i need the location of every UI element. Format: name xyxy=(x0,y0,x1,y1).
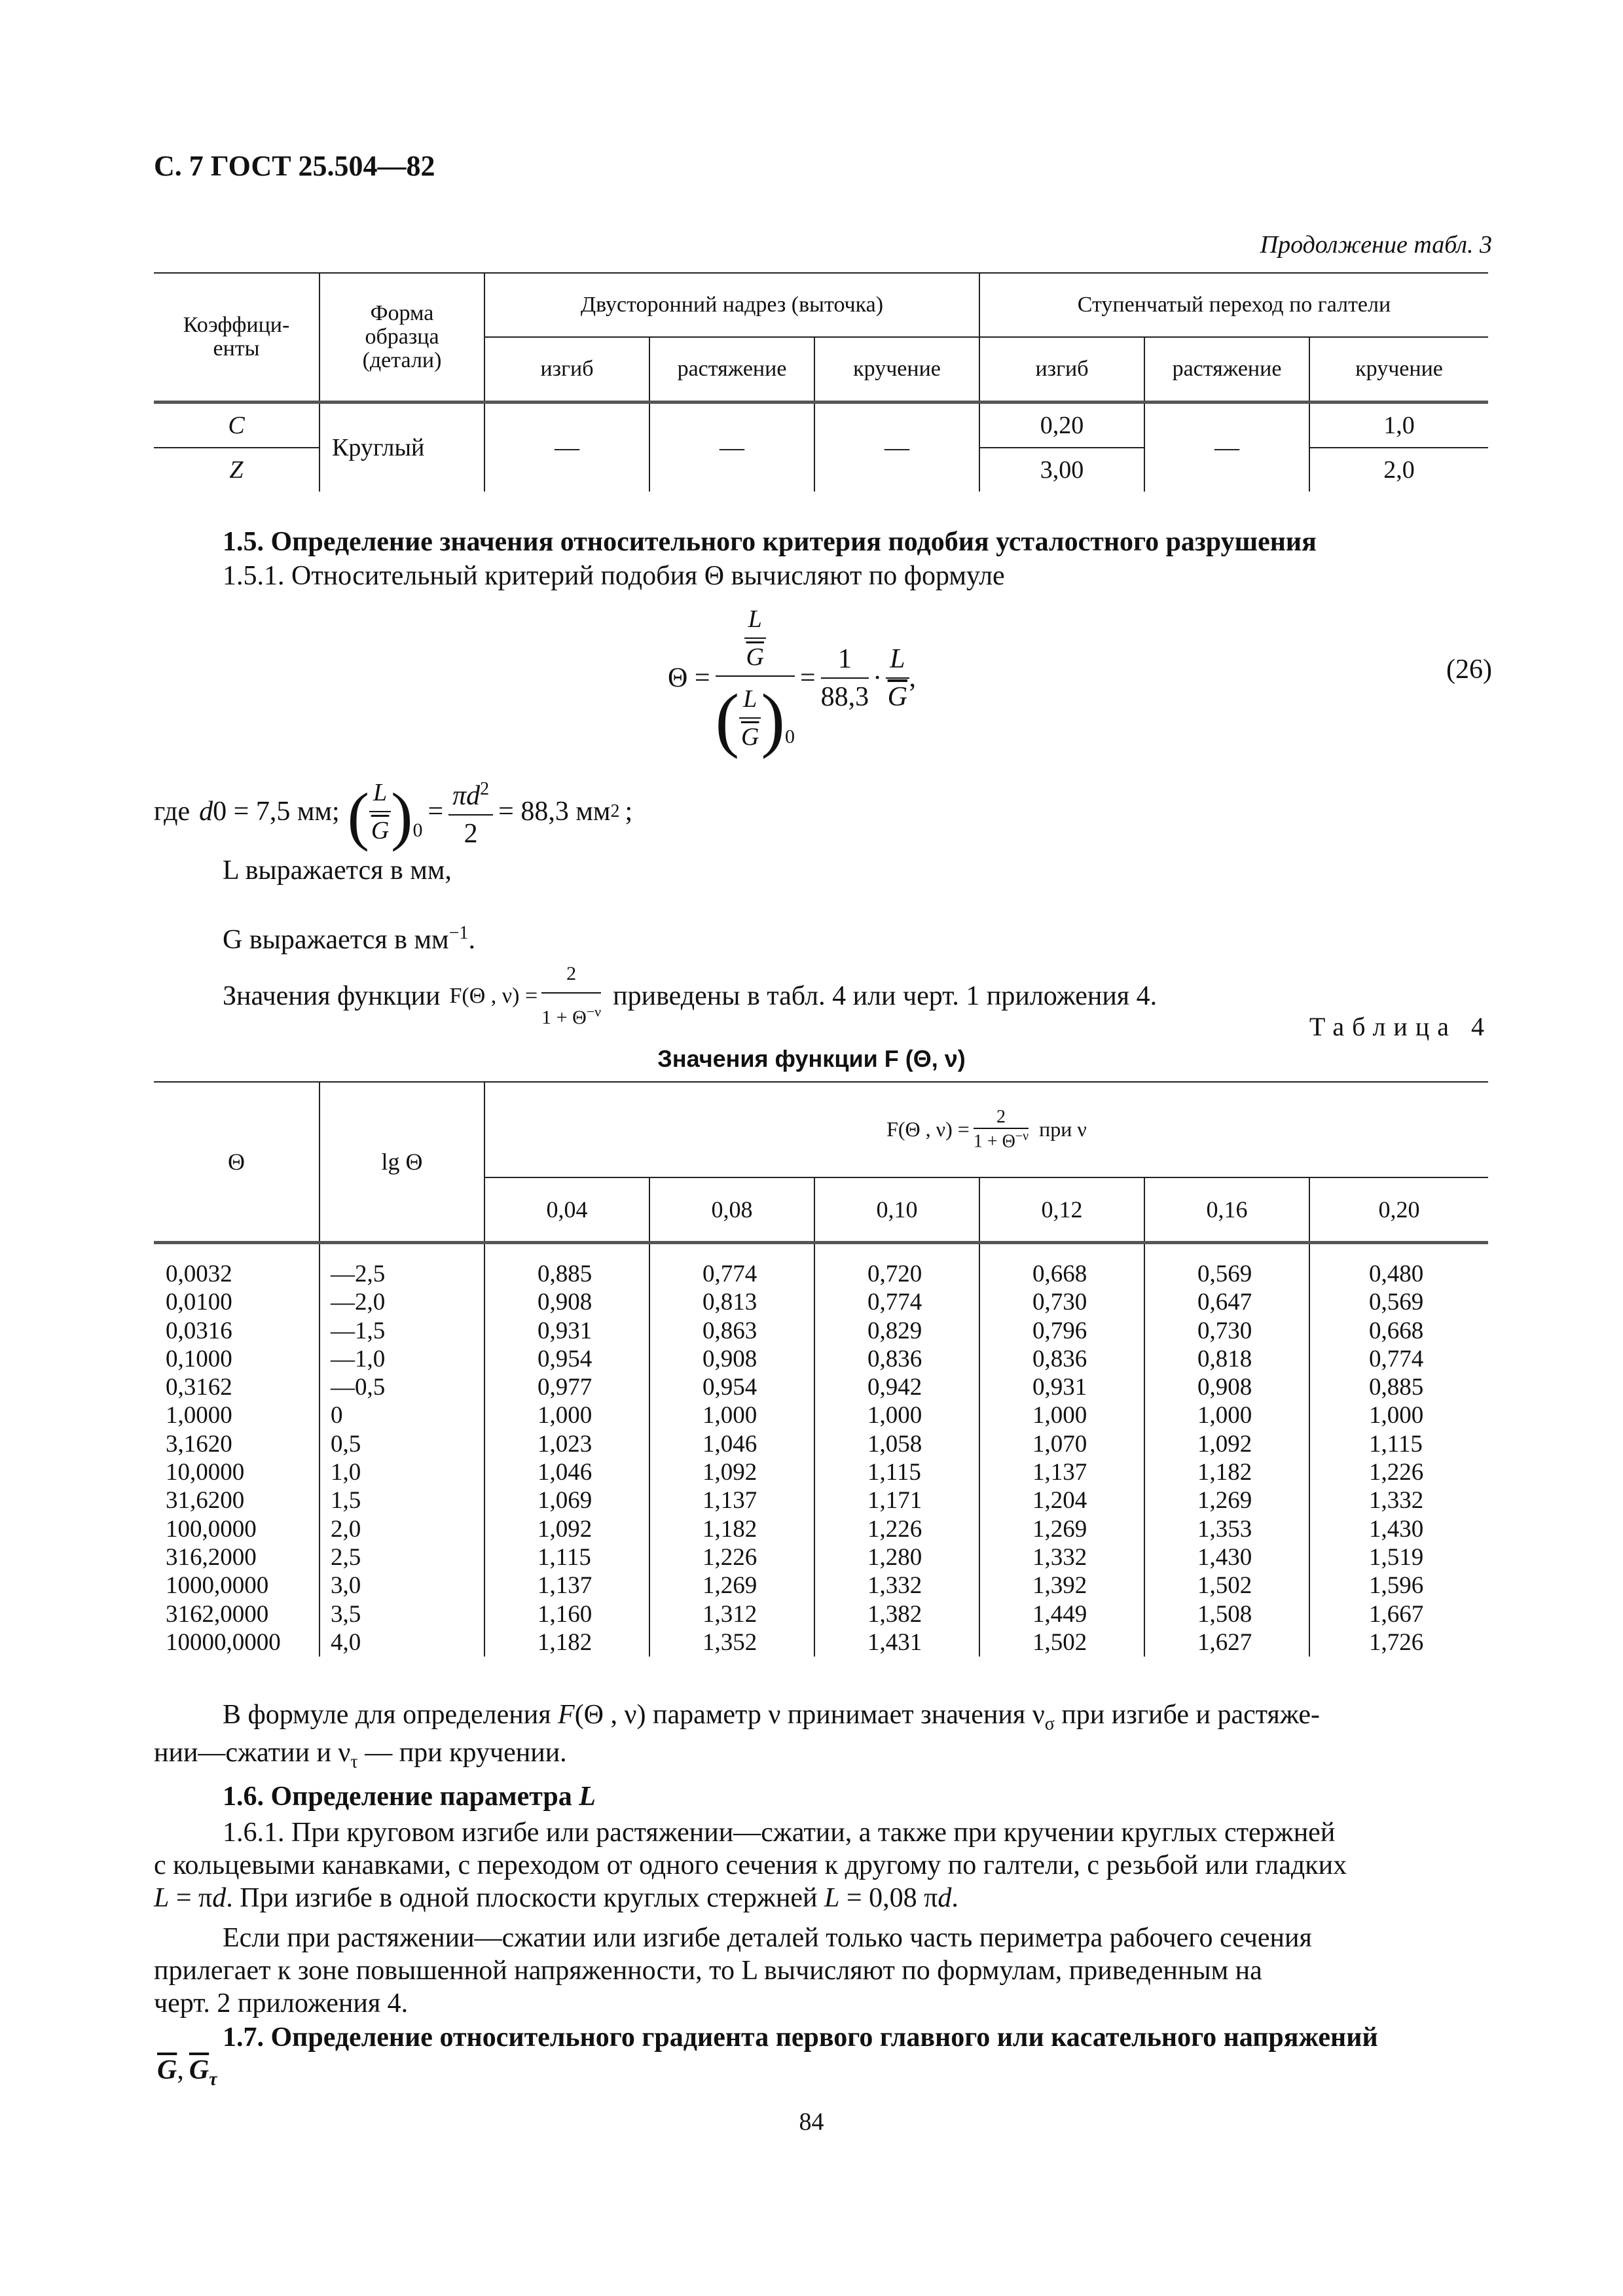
table-cell: 0,908 xyxy=(702,1345,757,1372)
values-column xyxy=(1309,1243,1488,1657)
table-cell: 0,796 xyxy=(1032,1317,1087,1344)
formula-G: G xyxy=(746,643,764,671)
formula-G: G xyxy=(371,817,390,844)
table-cell: —0,5 xyxy=(331,1374,386,1401)
header-F-expr: F(Θ , ν) = xyxy=(886,1117,970,1141)
table-cell: 1,0000 xyxy=(166,1402,232,1429)
page-header: С. 7 ГОСТ 25.504—82 xyxy=(154,150,435,182)
table-cell: —1,0 xyxy=(331,1345,386,1372)
formula-L: L xyxy=(886,641,909,679)
where-line xyxy=(154,771,632,852)
table-cell: 0,0100 xyxy=(166,1289,232,1316)
L-symbol: L xyxy=(579,1782,596,1812)
text: = π xyxy=(169,1883,213,1913)
F-post: приведены в табл. 4 или черт. 1 приложения 4. xyxy=(613,980,1158,1011)
d-symbol: d xyxy=(212,1883,227,1913)
table-cell: 0,836 xyxy=(867,1345,922,1372)
where-lg0: ( $\frac{L}{G}$ ) 0 xyxy=(348,774,423,849)
table-cell: — xyxy=(649,403,814,492)
formula-G: G xyxy=(741,723,759,751)
table-cell: 1,000 xyxy=(867,1402,922,1429)
table-cell: 1,353 xyxy=(1197,1515,1252,1543)
table-cell: 1,023 xyxy=(538,1430,593,1458)
table-cell: 0,954 xyxy=(538,1345,593,1372)
table-cell: 1,269 xyxy=(1197,1487,1252,1515)
where-sq: 2 xyxy=(480,779,490,799)
table-cell: 3,00 xyxy=(979,448,1144,492)
table-cell: 1,069 xyxy=(538,1487,593,1515)
table-cell: 0,1000 xyxy=(166,1345,232,1372)
table-cell: 1,226 xyxy=(1369,1459,1424,1486)
page-number: 84 xyxy=(799,2108,824,2136)
table-cell: 1,430 xyxy=(1197,1543,1252,1571)
table-cell: —1,5 xyxy=(331,1317,386,1344)
where-sq2: 2 xyxy=(610,801,620,821)
table-cell: 10,0000 xyxy=(166,1459,245,1486)
formula-main-fraction: $\frac{L}{G}$ ( $\frac{L}{G}$ ) 0 xyxy=(716,601,795,755)
section-title: Определение значения относительного критерия подобия усталостного разрушения xyxy=(270,527,1317,557)
formula-one: 1 xyxy=(821,641,869,679)
L-symbol: L xyxy=(824,1883,840,1913)
paragraph-line: с кольцевыми канавками, с переходом от одного сечения к другому по галтели, с резьбой или гладких xyxy=(154,1850,1347,1880)
table-cell: 0,720 xyxy=(867,1261,922,1287)
table-4-title: Значения функции F (Θ, ν) xyxy=(657,1045,966,1072)
where-pid-fraction xyxy=(448,771,493,852)
F-definition-line xyxy=(223,956,1157,1036)
header-double-notch: Двусторонний надрез (выточка) xyxy=(484,273,979,337)
F-num: 2 xyxy=(541,956,601,994)
table-cell: 1,058 xyxy=(867,1430,922,1458)
formula-dot: · xyxy=(873,663,883,693)
table-cell: 0,885 xyxy=(1369,1374,1424,1401)
table-cell: 1,204 xyxy=(1032,1487,1087,1515)
table-4 xyxy=(154,1081,1488,1657)
table-cell: 1,115 xyxy=(867,1459,921,1486)
table-cell: 1,519 xyxy=(1369,1543,1424,1571)
shape-round: Круглый xyxy=(319,403,484,492)
section-title: Определение параметра xyxy=(270,1782,572,1812)
table-cell: 2,0 xyxy=(331,1515,361,1543)
section-1-6-heading xyxy=(223,1778,596,1815)
nu-header: 0,16 xyxy=(1144,1177,1309,1243)
paragraph-1-6-1: 1.6.1. При круговом изгибе или растяжении—сжатии, а также при кручении круглых стержней xyxy=(223,1818,1336,1848)
table-cell: 0,668 xyxy=(1369,1317,1424,1344)
G-units-line xyxy=(223,915,475,958)
subheader-torsion: кручение xyxy=(1309,337,1488,403)
header-lg-theta: lg Θ xyxy=(319,1082,484,1243)
table-cell: 1,160 xyxy=(538,1600,593,1628)
formula-equals: = xyxy=(428,797,444,827)
table-cell: 1,352 xyxy=(702,1628,757,1656)
values-column xyxy=(1144,1243,1309,1657)
paragraph-line: Если при растяжении—сжатии или изгибе деталей только часть периметра рабочего сечения xyxy=(223,1923,1312,1953)
table-cell: 0,480 xyxy=(1369,1261,1424,1287)
G-units-text: G выражается в мм xyxy=(223,925,449,955)
section-number: 1.5. xyxy=(223,527,264,557)
table-cell: 1,115 xyxy=(538,1543,591,1571)
table-cell: 1,269 xyxy=(702,1572,757,1600)
table-continuation-label: Продолжение табл. 3 xyxy=(1260,231,1492,259)
subheader-bending: изгиб xyxy=(979,337,1144,403)
table-cell: 1,000 xyxy=(1369,1402,1424,1429)
table-cell: 1,000 xyxy=(538,1402,593,1429)
table-cell: — xyxy=(484,403,649,492)
table-cell: 0,885 xyxy=(538,1261,593,1287)
table-cell: 1,226 xyxy=(867,1515,922,1543)
table-cell: 0,5 xyxy=(331,1430,361,1458)
table-cell: 1,430 xyxy=(1369,1515,1424,1543)
table-cell: 1,449 xyxy=(1032,1600,1087,1628)
subheader-tension: растяжение xyxy=(1144,337,1309,403)
table-cell: 3,5 xyxy=(331,1600,361,1628)
table-cell: 3,0 xyxy=(331,1572,361,1600)
table-cell: 0,0316 xyxy=(166,1317,232,1344)
where-d0-value: 0 = 7,5 мм; xyxy=(213,797,340,827)
table-cell: 10000,0000 xyxy=(166,1628,281,1656)
paragraph-line: черт. 2 приложения 4. xyxy=(154,1988,409,2018)
table-cell: 0,908 xyxy=(538,1289,593,1316)
theta-column xyxy=(154,1243,319,1657)
subscript: τ xyxy=(209,2069,217,2090)
section-number: 1.6. xyxy=(223,1782,264,1812)
formula-L: L xyxy=(739,681,761,719)
after-table-line-2 xyxy=(154,1734,567,1780)
table-cell: 1,431 xyxy=(867,1628,922,1656)
table-cell: 1,000 xyxy=(1197,1402,1252,1429)
table-cell: 1,332 xyxy=(867,1572,922,1600)
table-cell: 2,0 xyxy=(1309,448,1488,492)
lg-theta-column xyxy=(319,1243,484,1657)
subscript: σ xyxy=(1044,1713,1055,1734)
table-cell: 1,226 xyxy=(702,1543,757,1571)
table-cell: 0,3162 xyxy=(166,1374,232,1401)
table-cell: 1,000 xyxy=(702,1402,757,1429)
table-cell: 3,1620 xyxy=(166,1430,232,1458)
table-cell: 0,829 xyxy=(867,1317,922,1344)
text: . При изгибе в одной плоскости круглых стержней xyxy=(226,1883,825,1913)
table-cell: 0,0032 xyxy=(166,1261,232,1287)
section-1-5-heading xyxy=(223,524,1317,560)
table-cell: 1,115 xyxy=(1369,1430,1423,1458)
table-cell: 1,137 xyxy=(702,1487,757,1515)
formula-denominator: 88,3 xyxy=(820,682,869,712)
table-cell: 0,836 xyxy=(1032,1345,1087,1372)
table-cell: 1,137 xyxy=(1032,1459,1087,1486)
table-cell: 1,392 xyxy=(1032,1572,1087,1600)
text: — при кручении. xyxy=(357,1738,567,1768)
table-cell: 1,0 xyxy=(331,1459,361,1486)
header-F-num: 2 xyxy=(974,1107,1029,1129)
F-exp: −ν xyxy=(586,1003,602,1020)
table-cell: 0,954 xyxy=(702,1374,757,1401)
table-cell: 1,502 xyxy=(1032,1628,1087,1656)
where-subscript-zero: 0 xyxy=(412,819,423,841)
section-1-7-symbols xyxy=(157,2052,217,2098)
header-F-exp: −ν xyxy=(1015,1129,1029,1144)
formula-subscript-zero: 0 xyxy=(784,726,795,747)
table-cell: 0,774 xyxy=(1369,1345,1424,1372)
table-cell: 1,667 xyxy=(1369,1600,1424,1628)
table-cell: 1,092 xyxy=(702,1459,757,1486)
table-cell: 0,863 xyxy=(702,1317,757,1344)
formula-L: L xyxy=(369,774,391,812)
table-cell: 0,730 xyxy=(1032,1289,1087,1316)
table-cell: 1,332 xyxy=(1369,1487,1424,1515)
text: нии—сжатии и ν xyxy=(154,1738,351,1768)
section-title: Определение относительного градиента первого главного или касательного напряжений xyxy=(270,2022,1378,2053)
G-tau-symbol: $\overline{G}$ xyxy=(189,2055,210,2085)
table-cell: —2,5 xyxy=(331,1261,386,1287)
table-cell: 0,569 xyxy=(1369,1289,1424,1316)
separator: , xyxy=(177,2055,184,2085)
table-3 xyxy=(154,272,1488,492)
formula-26 xyxy=(668,601,916,759)
table-cell: 2,5 xyxy=(331,1543,361,1571)
table-cell: 1,726 xyxy=(1369,1628,1424,1656)
L-symbol: L xyxy=(154,1883,170,1913)
table-cell: 1,502 xyxy=(1197,1572,1252,1600)
where-pid: πd xyxy=(452,781,481,811)
text: (Θ , ν) параметр ν принимает значения ν xyxy=(574,1700,1045,1730)
header-theta: Θ xyxy=(154,1082,319,1243)
formula-L-over-G xyxy=(886,641,909,715)
table-cell: 1,182 xyxy=(538,1628,593,1656)
G-symbol: $\overline{G}$ xyxy=(157,2055,177,2085)
formula-equals: = xyxy=(799,663,816,693)
table-cell: 1,092 xyxy=(538,1515,593,1543)
table-cell: 0,668 xyxy=(1032,1261,1087,1287)
table-cell: 0,977 xyxy=(538,1374,593,1401)
header-F-formula xyxy=(484,1082,1488,1177)
table-cell: 0,774 xyxy=(867,1289,922,1316)
header-step-fillet: Ступенчатый переход по галтели xyxy=(979,273,1488,337)
text: при изгибе и растяже- xyxy=(1054,1700,1320,1730)
table-cell: 0,774 xyxy=(702,1261,757,1287)
table-cell: 1,0 xyxy=(1309,403,1488,448)
F-expr: F(Θ , ν) = xyxy=(449,983,538,1008)
table-cell: 1,312 xyxy=(702,1600,757,1628)
nu-header: 0,04 xyxy=(484,1177,649,1243)
coef-c: C xyxy=(154,403,319,448)
table-cell: 1,382 xyxy=(867,1600,922,1628)
formula-G: G xyxy=(887,682,907,712)
paragraph-line: прилегает к зоне повышенной напряженности, то L вычисляют по формулам, приведенным на xyxy=(154,1956,1262,1986)
header-coefficients: Коэффици-енты xyxy=(154,273,319,403)
subheader-tension: растяжение xyxy=(649,337,814,403)
paragraph-1-5-1: 1.5.1. Относительный критерий подобия Θ вычисляют по формуле xyxy=(223,561,1005,591)
table-cell: 1,046 xyxy=(702,1430,757,1458)
formula-number: (26) xyxy=(1446,655,1492,685)
formula-theta: Θ = xyxy=(668,663,710,693)
header-F-den: 1 + Θ xyxy=(973,1131,1015,1152)
table-cell: 1,092 xyxy=(1197,1430,1252,1458)
subscript: τ xyxy=(350,1751,358,1772)
table-cell: 0,942 xyxy=(867,1374,922,1401)
table-cell: 100,0000 xyxy=(166,1515,257,1543)
G-units-exp: −1 xyxy=(448,923,469,943)
values-column xyxy=(649,1243,814,1657)
coef-z: Z xyxy=(154,448,319,492)
table-cell: 1,137 xyxy=(538,1572,593,1600)
table-cell: 1,332 xyxy=(1032,1543,1087,1571)
table-cell: 0,818 xyxy=(1197,1345,1252,1372)
where-d0-symbol: d xyxy=(199,797,213,827)
table-cell: 0,569 xyxy=(1197,1261,1252,1287)
formula-coefficient xyxy=(821,641,869,715)
table-cell: 0,931 xyxy=(538,1317,593,1344)
where-two: 2 xyxy=(464,819,478,849)
F-den: 1 + Θ xyxy=(541,1007,587,1028)
L-units-line: L выражается в мм, xyxy=(223,855,452,886)
nu-header: 0,10 xyxy=(814,1177,979,1243)
table-cell: 1,000 xyxy=(1032,1402,1087,1429)
G-units-dot: . xyxy=(468,925,475,955)
table-cell: 0,908 xyxy=(1197,1374,1252,1401)
values-column xyxy=(979,1243,1144,1657)
table-cell: 1,280 xyxy=(867,1543,922,1571)
table-cell: 316,2000 xyxy=(166,1543,257,1571)
table-cell: — xyxy=(814,403,979,492)
subheader-bending: изгиб xyxy=(484,337,649,403)
table-cell: 0,813 xyxy=(702,1289,757,1316)
table-cell: 1,182 xyxy=(1197,1459,1252,1486)
table-cell: 0,647 xyxy=(1197,1289,1252,1316)
table-cell: 1,171 xyxy=(867,1487,922,1515)
paragraph-line xyxy=(154,1880,958,1916)
table-cell: 1,627 xyxy=(1197,1628,1252,1656)
table-cell: 1000,0000 xyxy=(166,1572,269,1600)
nu-header: 0,08 xyxy=(649,1177,814,1243)
d-symbol: d xyxy=(938,1883,952,1913)
table-cell: 1,269 xyxy=(1032,1515,1087,1543)
values-column xyxy=(484,1243,649,1657)
formula-L: L xyxy=(744,601,766,639)
subheader-torsion: кручение xyxy=(814,337,979,403)
table-cell: 31,6200 xyxy=(166,1487,245,1515)
F-symbol: F xyxy=(558,1700,575,1730)
formula-comma: , xyxy=(909,663,916,693)
text: = 0,08 π xyxy=(839,1883,938,1913)
values-column xyxy=(814,1243,979,1657)
text: . xyxy=(951,1883,958,1913)
where-result: = 88,3 мм xyxy=(498,797,611,827)
table-cell: — xyxy=(1144,403,1309,492)
table-cell: 3162,0000 xyxy=(166,1600,269,1628)
header-F-post: при ν xyxy=(1039,1117,1087,1141)
table-cell: —2,0 xyxy=(331,1289,386,1316)
table-cell: 1,046 xyxy=(538,1459,593,1486)
section-1-7-heading xyxy=(154,2019,1378,2056)
table-cell: 1,5 xyxy=(331,1487,361,1515)
table-cell: 0 xyxy=(331,1402,343,1429)
table-cell: 1,508 xyxy=(1197,1600,1252,1628)
where-prefix: где xyxy=(154,797,191,827)
F-pre: Значения функции xyxy=(223,980,441,1011)
F-fraction xyxy=(541,956,601,1036)
table-cell: 0,20 xyxy=(979,403,1144,448)
table-cell: 1,070 xyxy=(1032,1430,1087,1458)
table-cell: 0,931 xyxy=(1032,1374,1087,1401)
nu-header: 0,12 xyxy=(979,1177,1144,1243)
nu-header: 0,20 xyxy=(1309,1177,1488,1243)
section-number: 1.7. xyxy=(223,2022,264,2053)
table-cell: 4,0 xyxy=(331,1628,361,1656)
table-cell: 0,730 xyxy=(1197,1317,1252,1344)
table-cell: 1,182 xyxy=(702,1515,757,1543)
where-semicolon: ; xyxy=(625,797,633,827)
table-4-label: Таблица 4 xyxy=(1309,1012,1492,1041)
table-cell: 1,596 xyxy=(1369,1572,1424,1600)
text: В формуле для определения xyxy=(223,1700,551,1730)
header-shape: Форма образца (детали) xyxy=(319,273,484,403)
